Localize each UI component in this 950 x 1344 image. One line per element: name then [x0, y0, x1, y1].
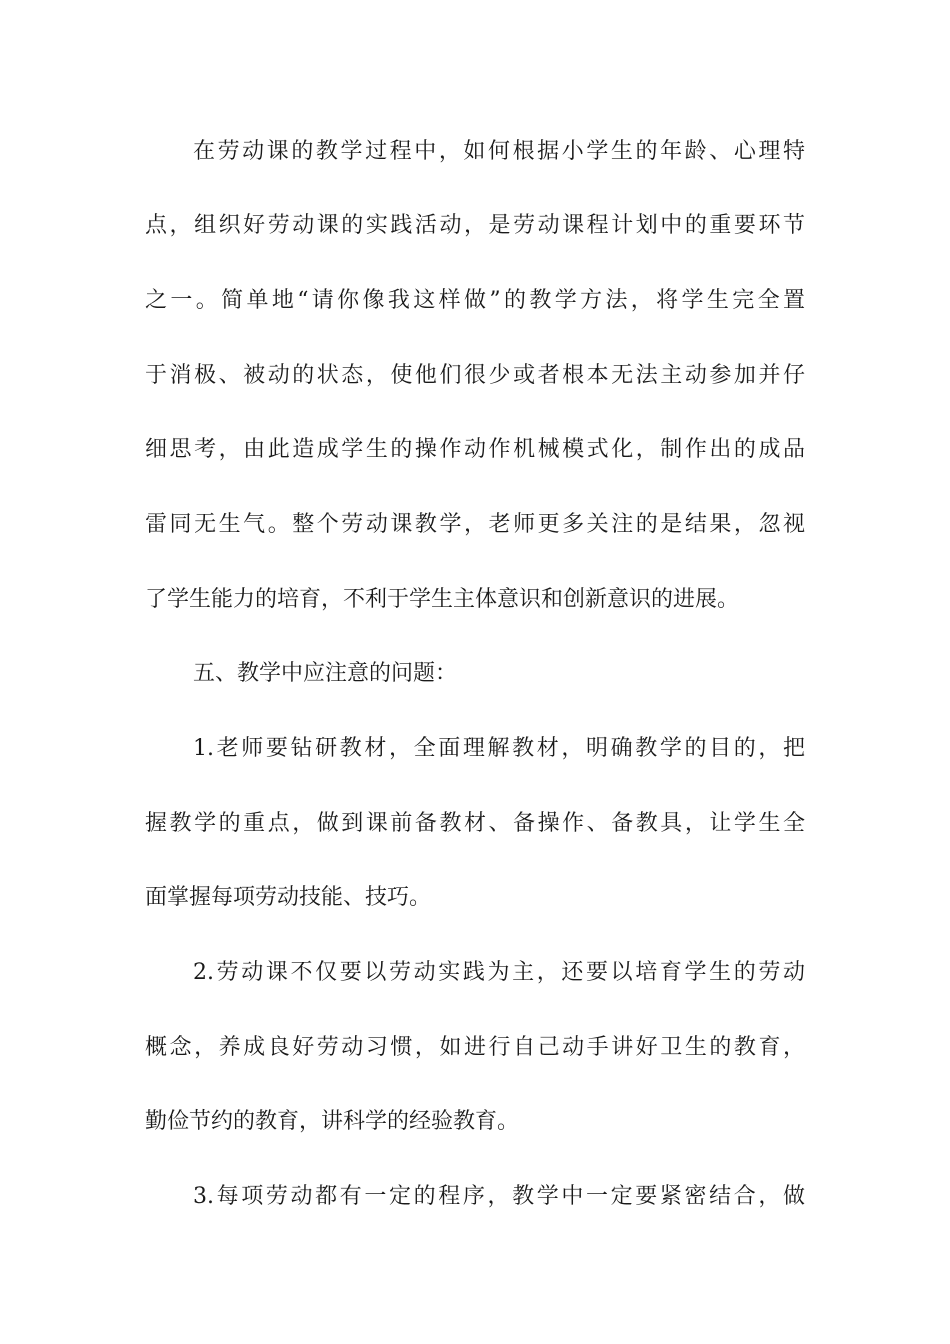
- paragraph-line: 之一。简单地“请你像我这样做”的教学方法，将学生完全置: [145, 288, 805, 313]
- list-item-line: 面掌握每项劳动技能、技巧。: [145, 885, 432, 910]
- list-item-line: 勤俭节约的教育，讲科学的经验教育。: [145, 1109, 520, 1134]
- list-item-line: 3.每项劳动都有一定的程序，教学中一定要紧密结合，做: [193, 1184, 805, 1209]
- paragraph-line: 在劳动课的教学过程中，如何根据小学生的年龄、心理特: [193, 139, 805, 164]
- paragraph-line: 于消极、被动的状态，使他们很少或者根本无法主动参加并仔: [145, 363, 805, 388]
- paragraph-line: 雷同无生气。整个劳动课教学，老师更多关注的是结果，忽视: [145, 512, 805, 537]
- list-item-line: 2.劳动课不仅要以劳动实践为主，还要以培育学生的劳动: [193, 960, 805, 985]
- paragraph-line: 细思考，由此造成学生的操作动作机械模式化，制作出的成品: [145, 437, 805, 462]
- paragraph-line: 点，组织好劳动课的实践活动，是劳动课程计划中的重要环节: [145, 213, 805, 238]
- list-item-line: 概念，养成良好劳动习惯，如进行自己动手讲好卫生的教育，: [145, 1035, 805, 1060]
- list-item-line: 1.老师要钻研教材，全面理解教材，明确教学的目的，把: [193, 736, 805, 761]
- section-heading: 五、教学中应注意的问题：: [193, 661, 458, 686]
- paragraph-line: 了学生能力的培育，不利于学生主体意识和创新意识的进展。: [145, 587, 740, 612]
- list-item-line: 握教学的重点，做到课前备教材、备操作、备教具，让学生全: [145, 811, 805, 836]
